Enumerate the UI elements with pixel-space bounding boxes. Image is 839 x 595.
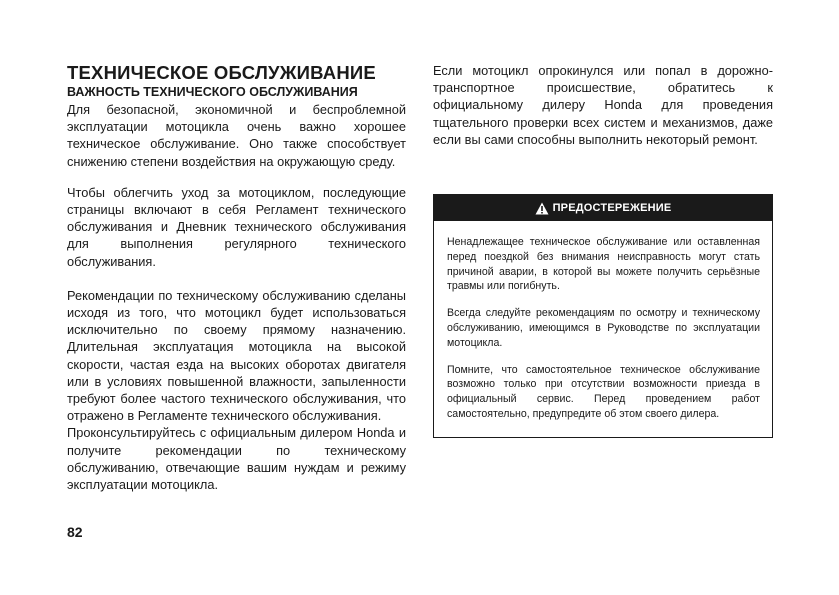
warning-paragraph-follow: Всегда следуйте рекомендациям по осмотру и техническому обслуживанию, имеющимся в Руководстве по эксплуатации мотоцикла.	[447, 307, 760, 349]
page-number: 82	[67, 524, 83, 540]
paragraph-consult-dealer: Проконсультируйтесь с официальным дилером Honda и получите рекомендации по техническому обслуживанию, отвечающие вашим нуждам и режиму эксплуатации мотоцикла.	[67, 425, 406, 493]
warning-body	[434, 221, 772, 422]
warning-title: ПРЕДОСТЕРЕЖЕНИЕ	[552, 202, 672, 214]
right-column	[433, 62, 773, 148]
paragraph-pages-overview: Чтобы облегчить уход за мотоциклом, последующие страницы включают в себя Регламент технического обслуживания и Дневник технического обслуживания для выполнения регулярного технического обслуживания.	[67, 184, 406, 269]
paragraph-recommendations: Рекомендации по техническому обслуживанию сделаны исходя из того, что мотоцикл будет использоваться исключительно по своему прямому назначению. Длительная эксплуатация мотоцикла на высокой скорости, частая езда на высоких оборотах двигателя или в условиях повышенной влажности, запыленности требуют более частого технического обслуживания, что отражено в Регламенте технического обслуживания.	[67, 287, 406, 424]
warning-header	[434, 195, 772, 221]
page-title: ТЕХНИЧЕСКОЕ ОБСЛУЖИВАНИЕ	[67, 62, 376, 83]
warning-triangle-icon	[535, 202, 549, 215]
warning-paragraph-self-service: Помните, что самостоятельное техническое обслуживание возможно только при отсутствии возможности приезда в официальный сервис. Перед проведением работ самостоятельно, предупредите об этом своего дилера.	[447, 363, 760, 420]
warning-box	[433, 194, 773, 438]
paragraph-accident: Если мотоцикл опрокинулся или попал в дорожно-транспортное происшествие, обратитесь к официальному дилеру Honda для проведения тщательного проверки всех систем и механизмов, даже если вы сами способны выполнить некоторый ремонт.	[433, 63, 773, 147]
paragraph-intro: Для безопасной, экономичной и беспроблемной эксплуатации мотоцикла очень важно хорошее техническое обслуживание. Оно также способствует снижению степени воздействия на окружающую среду.	[67, 102, 406, 169]
left-column	[67, 62, 406, 493]
warning-paragraph-risk: Ненадлежащее техническое обслуживание или оставленная перед поездкой без внимания неисправность могут стать причиной аварии, в которой вы можете получить серьёзные травмы или погибнуть.	[447, 236, 760, 293]
section-subtitle: ВАЖНОСТЬ ТЕХНИЧЕСКОГО ОБСЛУЖИВАНИЯ	[67, 85, 358, 99]
